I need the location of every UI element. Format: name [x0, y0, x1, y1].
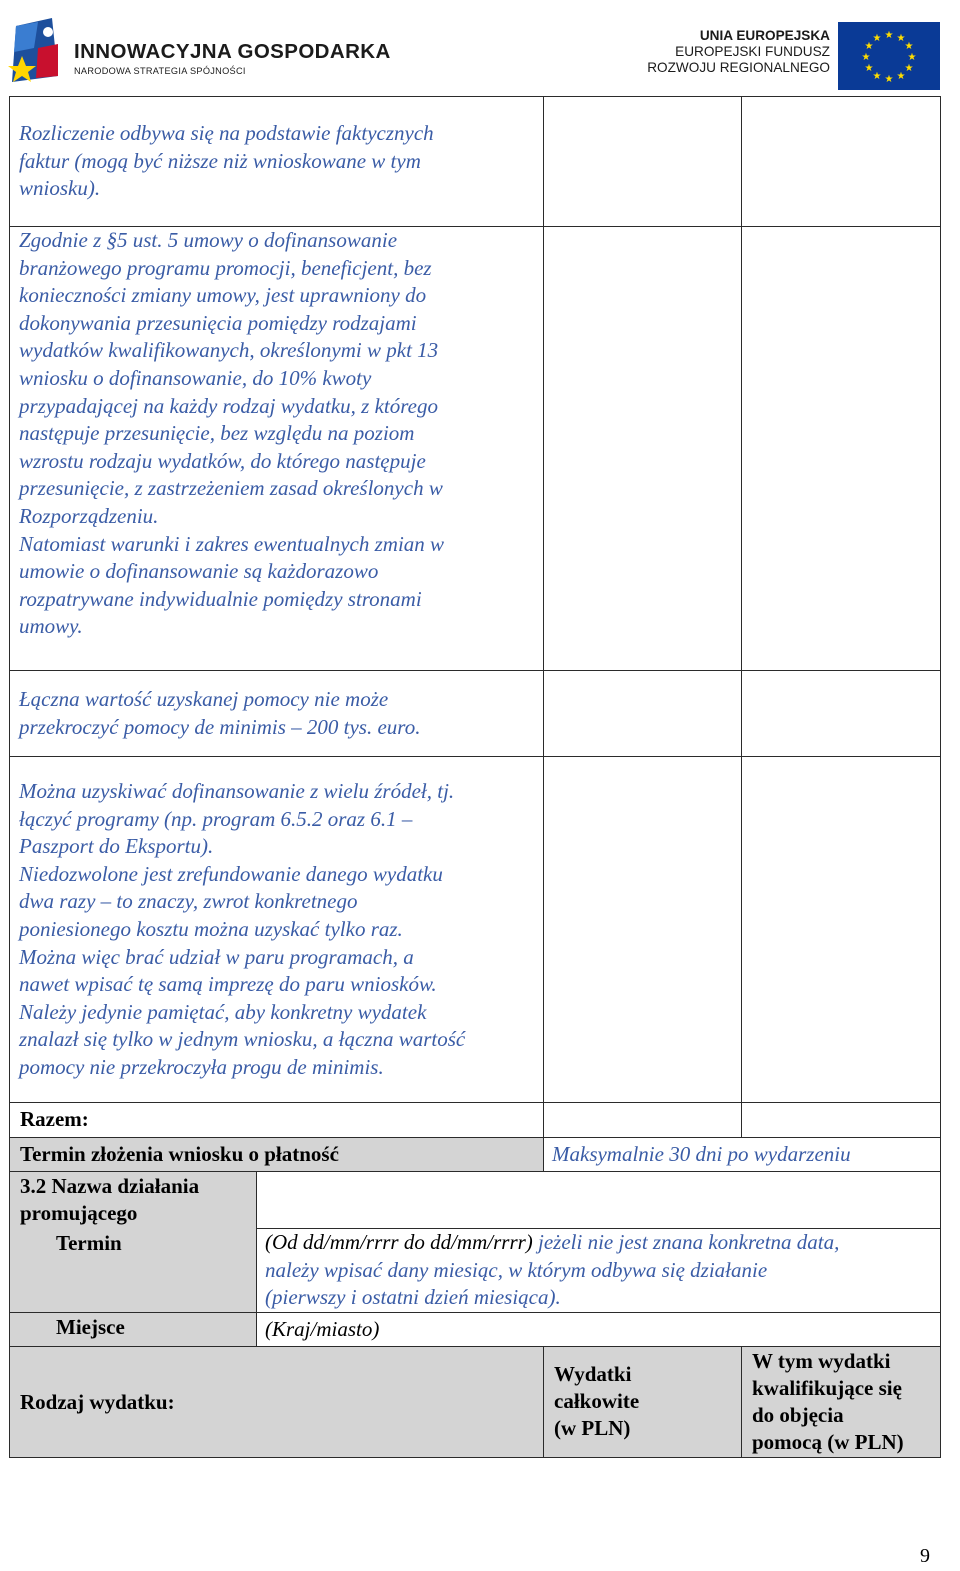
rodzaj-wydatku-label: Rodzaj wydatku: — [20, 1390, 175, 1414]
ue-logo-text — [647, 28, 830, 76]
svg-text:★: ★ — [872, 71, 882, 82]
svg-text:★: ★ — [904, 63, 914, 74]
note-line: dwa razy – to znaczy, zwrot konkretnego — [19, 889, 358, 914]
note-zgodnie — [19, 227, 541, 641]
note-de-minimis — [19, 686, 541, 741]
svg-text:★: ★ — [904, 41, 914, 52]
note-rozliczenie — [19, 120, 539, 203]
note-line: umowy. — [19, 614, 83, 639]
termin-format: (Od dd/mm/rrrr do dd/mm/rrrr) — [265, 1230, 533, 1254]
header-line: (w PLN) — [554, 1416, 631, 1440]
note-line: łączyć programy (np. program 6.5.2 oraz 6.1 – — [19, 806, 413, 831]
svg-text:★: ★ — [884, 74, 894, 85]
note-line: wniosku o dofinansowanie, do 10% kwoty — [19, 365, 372, 390]
nazwa-label-line: 3.2 Nazwa działania — [20, 1174, 200, 1198]
note-line: Można więc brać udział w paru programach, a — [19, 944, 414, 969]
note-line: wzrostu rodzaju wydatków, do którego następuje — [19, 448, 426, 473]
nazwa-dzialania-field[interactable] — [257, 1172, 940, 1227]
note-line: Rozporządzeniu. — [19, 503, 159, 528]
header-line: kwalifikujące się — [752, 1376, 902, 1400]
unia-europejska-logo — [648, 20, 944, 92]
note-line: następuje przesunięcie, bez względu na poziom — [19, 421, 415, 446]
header-line: Wydatki — [554, 1362, 632, 1386]
termin-line-1 — [265, 1229, 935, 1257]
wydatki-calkowite-header — [554, 1361, 639, 1442]
termin-hint-3: (pierwszy i ostatni dzień miesiąca). — [265, 1285, 561, 1310]
ig-logo-subtitle: NARODOWA STRATEGIA SPÓJNOŚCI — [74, 66, 246, 76]
termin-label: Termin — [56, 1231, 122, 1255]
note-line: faktur (mogą być niższe niż wnioskowane w tym — [19, 148, 421, 173]
miejsce-field[interactable]: (Kraj/miasto) — [265, 1317, 380, 1341]
termin-platnosci-label: Termin złożenia wniosku o płatność — [20, 1142, 339, 1166]
note-line: znalazł się tylko w jednym wniosku, a łączna wartość — [19, 1027, 466, 1052]
note-line: Łączna wartość uzyskanej pomocy nie może — [19, 687, 389, 711]
note-line: Zgodnie z §5 ust. 5 umowy o dofinansowanie — [19, 228, 398, 252]
nazwa-label-line: promującego — [20, 1201, 138, 1225]
header-line: całkowite — [554, 1389, 640, 1413]
note-wiele-zrodel — [19, 778, 541, 1082]
header-line: W tym wydatki — [752, 1349, 891, 1373]
ig-emblem-icon — [8, 18, 64, 86]
note-line: rozpatrywane indywidualnie pomiędzy stronami — [19, 586, 422, 611]
eu-flag-icon — [838, 22, 940, 90]
svg-text:★: ★ — [861, 52, 871, 63]
termin-hint-1: jeżeli nie jest znana konkretna data, — [538, 1230, 840, 1254]
ue-line-1: UNIA EUROPEJSKA — [699, 28, 830, 43]
termin-field[interactable] — [265, 1229, 935, 1312]
note-line: poniesionego kosztu można uzyskać tylko raz. — [19, 916, 403, 941]
svg-text:★: ★ — [884, 30, 894, 41]
header-line: pomocą (w PLN) — [752, 1430, 904, 1454]
note-line: pomocy nie przekroczyła progu de minimis. — [19, 1054, 384, 1079]
termin-hint-2: należy wpisać dany miesiąc, w którym odbywa się działanie — [265, 1257, 768, 1282]
svg-text:★: ★ — [872, 33, 882, 44]
note-line: przypadającej na każdy rodzaj wydatku, z którego — [19, 393, 438, 418]
wydatki-kwalifikujace-header — [752, 1348, 904, 1456]
miejsce-label-shade — [9, 1312, 256, 1346]
note-line: dokonywania przesunięcia pomiędzy rodzajami — [19, 310, 417, 335]
ue-line-3: ROZWOJU REGIONALNEGO — [647, 60, 830, 75]
svg-text:★: ★ — [896, 33, 906, 44]
page-number: 9 — [920, 1545, 930, 1567]
svg-text:★: ★ — [907, 52, 917, 63]
svg-text:★: ★ — [896, 71, 906, 82]
innowacyjna-gospodarka-logo — [8, 16, 391, 88]
note-line: Natomiast warunki i zakres ewentualnych zmian w — [19, 531, 445, 556]
note-line: przekroczyć pomocy de minimis – 200 tys. euro. — [19, 714, 421, 739]
termin-platnosci-value[interactable]: Maksymalnie 30 dni po wydarzeniu — [552, 1142, 851, 1166]
note-line: branżowego programu promocji, beneficjent, bez — [19, 255, 432, 280]
note-line: Niedozwolone jest zrefundowanie danego wydatku — [19, 861, 443, 886]
nazwa-dzialania-label — [20, 1173, 199, 1227]
note-line: wydatków kwalifikowanych, określonymi w pkt 13 — [19, 338, 439, 363]
miejsce-label: Miejsce — [56, 1315, 125, 1339]
ig-logo-title: INNOWACYJNA GOSPODARKA — [74, 40, 391, 63]
note-line: wniosku). — [19, 176, 101, 201]
header-line: do objęcia — [752, 1403, 844, 1427]
note-line: nawet wpisać tę samą imprezę do paru wniosków. — [19, 972, 437, 997]
note-line: Paszport do Eksportu). — [19, 834, 214, 859]
svg-text:★: ★ — [864, 41, 874, 52]
note-line: Można uzyskiwać dofinansowanie z wielu źródeł, tj. — [19, 779, 455, 803]
note-line: konieczności zmiany umowy, jest uprawniony do — [19, 283, 427, 308]
note-line: przesunięcie, z zastrzeżeniem zasad określonych w — [19, 476, 443, 501]
svg-text:★: ★ — [864, 63, 874, 74]
ue-line-2: EUROPEJSKI FUNDUSZ — [675, 44, 830, 59]
note-line: Należy jedynie pamiętać, aby konkretny wydatek — [19, 999, 427, 1024]
termin-label-shade — [9, 1228, 256, 1312]
note-line: Rozliczenie odbywa się na podstawie faktycznych — [19, 121, 434, 145]
razem-label: Razem: — [20, 1107, 89, 1131]
note-line: umowie o dofinansowanie są każdorazowo — [19, 559, 379, 584]
